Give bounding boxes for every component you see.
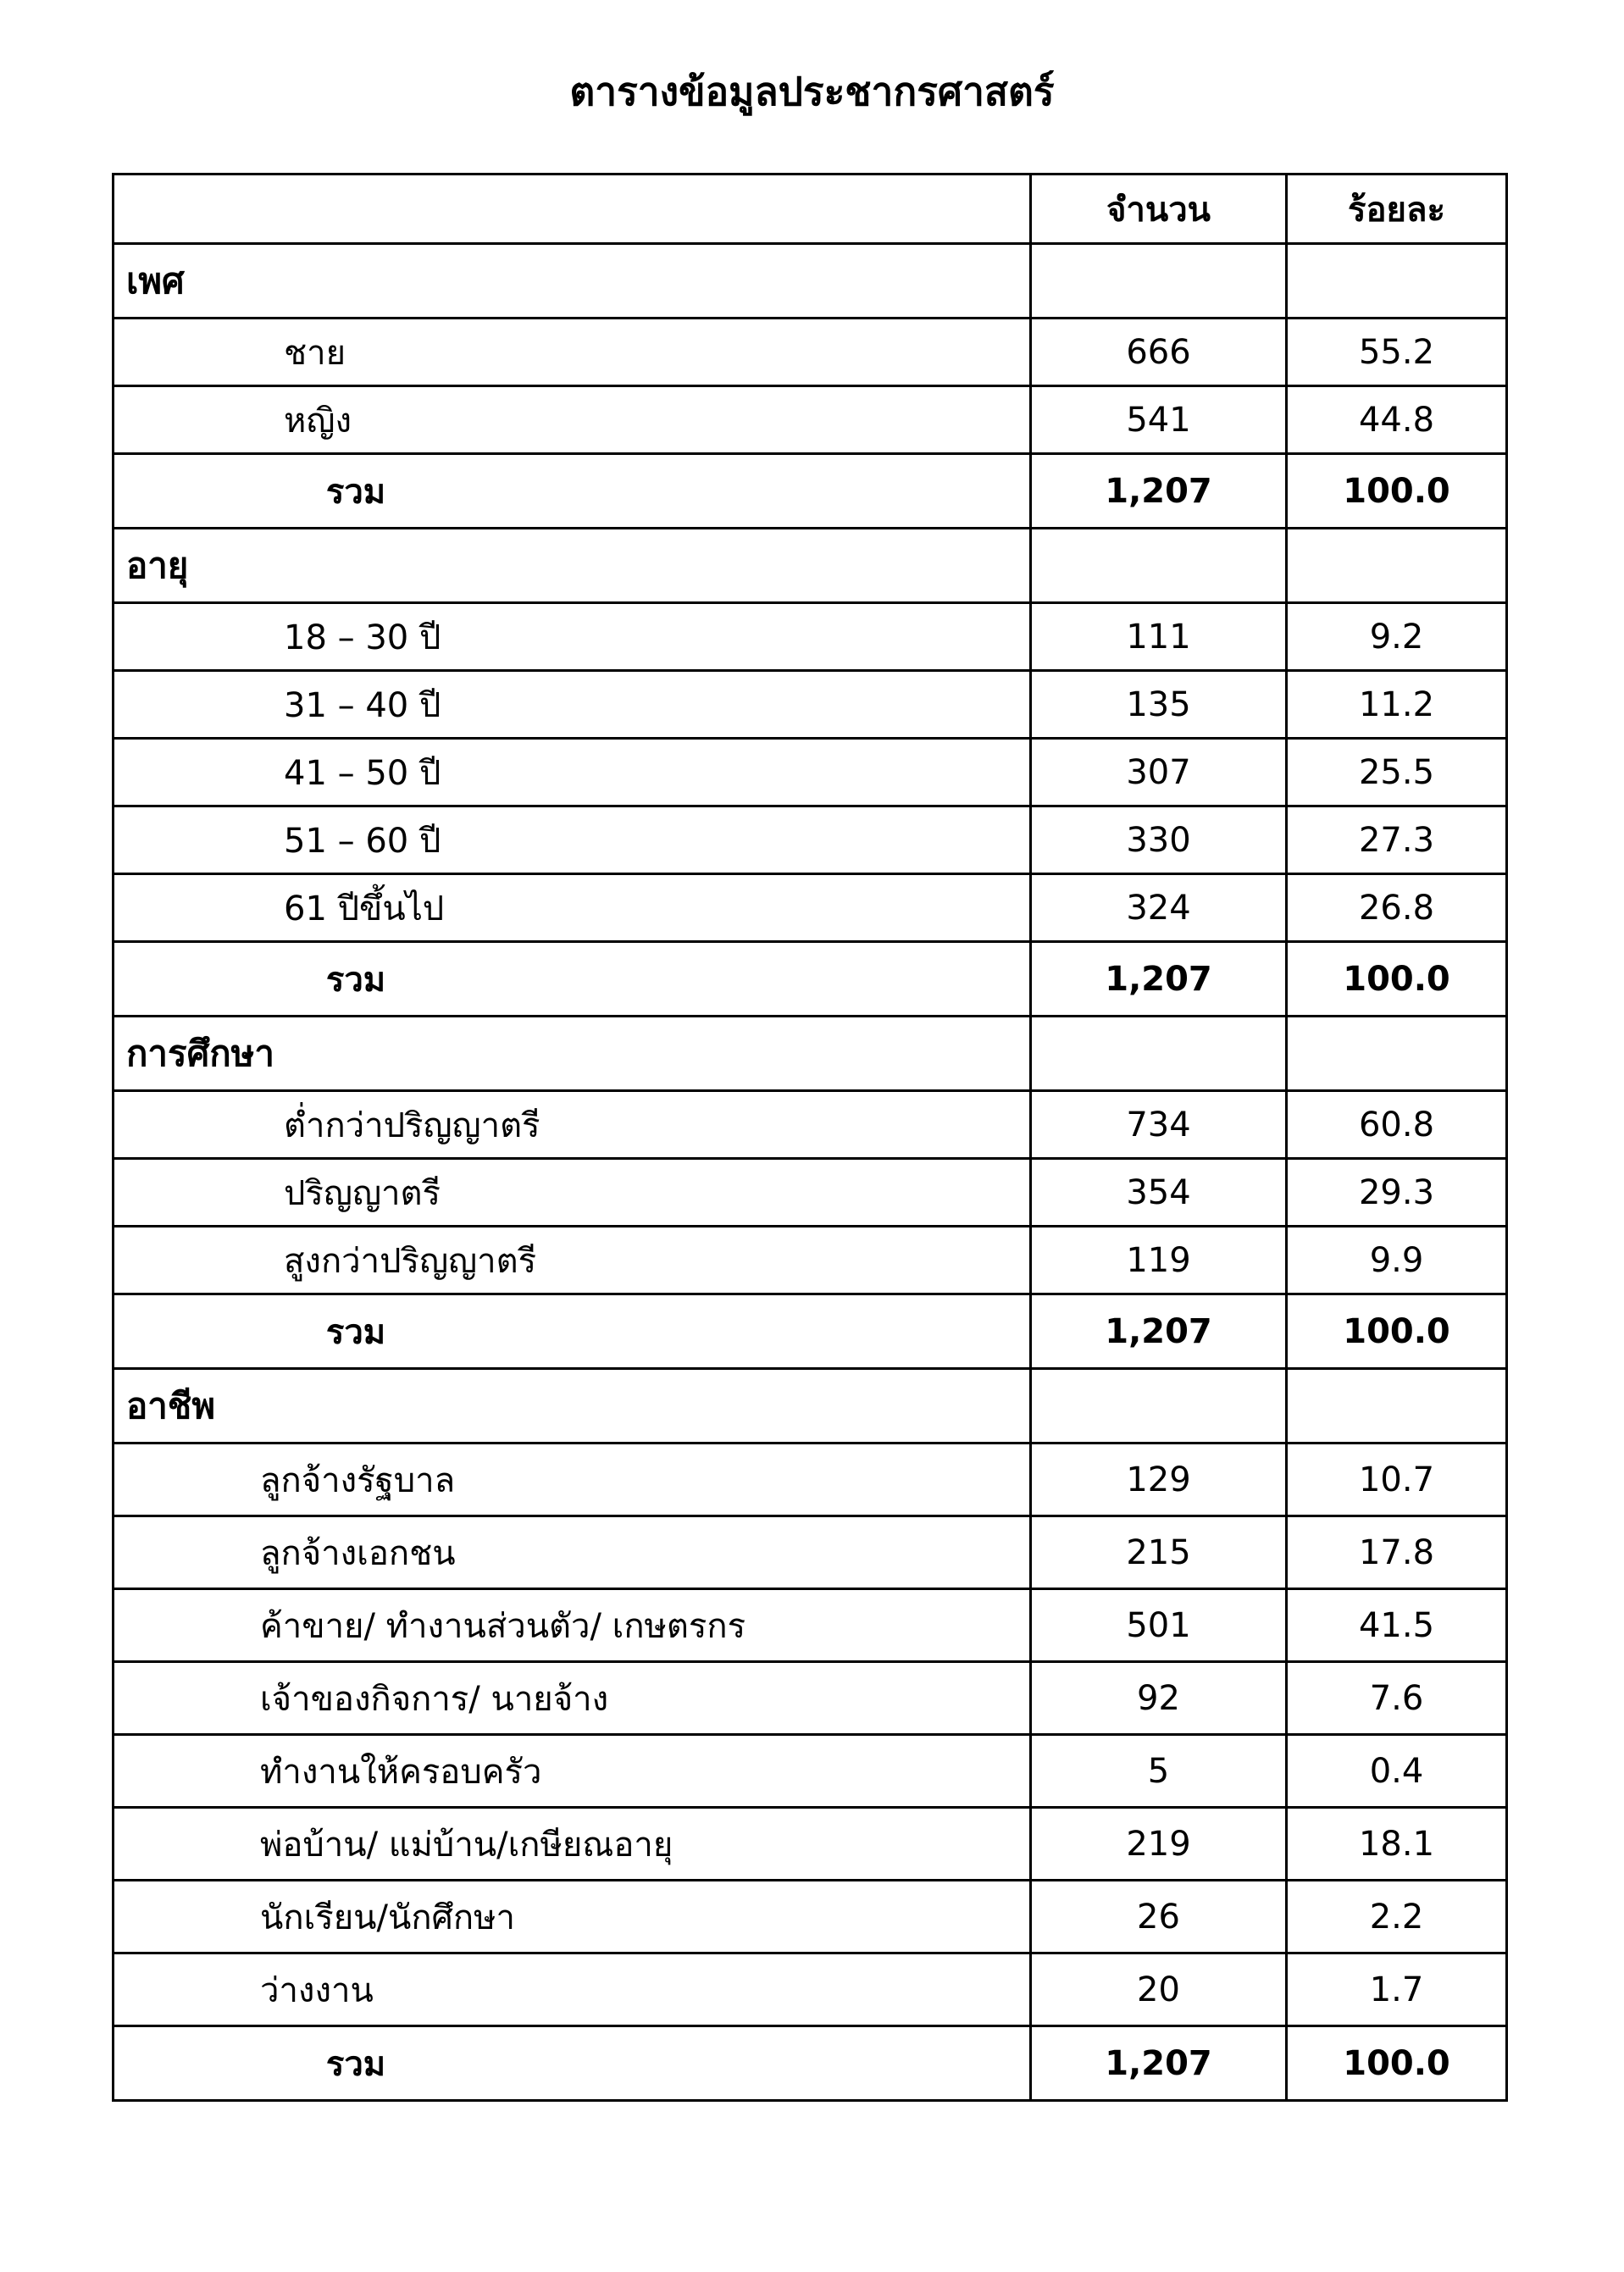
total-label: รวม	[114, 942, 1031, 1017]
table-row	[114, 1662, 1507, 1735]
row-label: ชาย	[114, 319, 1031, 386]
row-percent: 44.8	[1287, 386, 1507, 454]
row-label: ปริญญาตรี	[114, 1159, 1031, 1227]
table-row	[114, 1444, 1507, 1516]
header-row	[114, 175, 1507, 244]
row-count: 324	[1031, 874, 1287, 942]
table-row	[114, 1735, 1507, 1808]
row-label: ว่างงาน	[114, 1953, 1031, 2026]
total-percent: 100.0	[1287, 942, 1507, 1017]
empty-cell	[1287, 529, 1507, 603]
row-label: หญิง	[114, 386, 1031, 454]
row-percent: 1.7	[1287, 1953, 1507, 2026]
row-label: ค้าขาย/ ทำงานส่วนตัว/ เกษตรกร	[114, 1589, 1031, 1662]
demographics-table	[112, 173, 1508, 2102]
total-count: 1,207	[1031, 2026, 1287, 2101]
section-title: อาชีพ	[114, 1369, 1031, 1444]
row-percent: 2.2	[1287, 1881, 1507, 1953]
row-count: 354	[1031, 1159, 1287, 1227]
total-percent: 100.0	[1287, 2026, 1507, 2101]
table-row	[114, 603, 1507, 671]
row-count: 5	[1031, 1735, 1287, 1808]
total-row	[114, 454, 1507, 529]
row-count: 111	[1031, 603, 1287, 671]
row-label: 31 – 40 ปี	[114, 671, 1031, 739]
table-row	[114, 1589, 1507, 1662]
total-count: 1,207	[1031, 454, 1287, 529]
row-label: ต่ำกว่าปริญญาตรี	[114, 1091, 1031, 1159]
table-row	[114, 1227, 1507, 1294]
section-row-age	[114, 529, 1507, 603]
table-row	[114, 386, 1507, 454]
section-title: เพศ	[114, 244, 1031, 319]
row-label: นักเรียน/นักศึกษา	[114, 1881, 1031, 1953]
row-label: 61 ปีขึ้นไป	[114, 874, 1031, 942]
row-percent: 9.9	[1287, 1227, 1507, 1294]
row-count: 219	[1031, 1808, 1287, 1881]
row-percent: 17.8	[1287, 1516, 1507, 1589]
total-percent: 100.0	[1287, 454, 1507, 529]
total-row	[114, 1294, 1507, 1369]
header-count: จำนวน	[1031, 175, 1287, 244]
row-count: 26	[1031, 1881, 1287, 1953]
row-label: 41 – 50 ปี	[114, 739, 1031, 806]
row-percent: 18.1	[1287, 1808, 1507, 1881]
row-label: สูงกว่าปริญญาตรี	[114, 1227, 1031, 1294]
table-row	[114, 319, 1507, 386]
row-label: 18 – 30 ปี	[114, 603, 1031, 671]
row-label: ลูกจ้างเอกชน	[114, 1516, 1031, 1589]
table-row	[114, 1091, 1507, 1159]
section-row-occupation	[114, 1369, 1507, 1444]
section-row-education	[114, 1017, 1507, 1091]
row-count: 135	[1031, 671, 1287, 739]
row-percent: 10.7	[1287, 1444, 1507, 1516]
total-label: รวม	[114, 454, 1031, 529]
row-percent: 11.2	[1287, 671, 1507, 739]
row-percent: 9.2	[1287, 603, 1507, 671]
header-percent: ร้อยละ	[1287, 175, 1507, 244]
row-percent: 25.5	[1287, 739, 1507, 806]
row-count: 330	[1031, 806, 1287, 874]
row-percent: 55.2	[1287, 319, 1507, 386]
row-count: 20	[1031, 1953, 1287, 2026]
row-label: ทำงานให้ครอบครัว	[114, 1735, 1031, 1808]
total-count: 1,207	[1031, 1294, 1287, 1369]
page-title: ตารางข้อมูลประชากรศาสตร์	[569, 69, 1055, 114]
section-title: การศึกษา	[114, 1017, 1031, 1091]
row-count: 541	[1031, 386, 1287, 454]
row-percent: 26.8	[1287, 874, 1507, 942]
total-label: รวม	[114, 1294, 1031, 1369]
row-count: 92	[1031, 1662, 1287, 1735]
empty-cell	[1287, 1017, 1507, 1091]
empty-cell	[1031, 1369, 1287, 1444]
table-row	[114, 806, 1507, 874]
total-row	[114, 2026, 1507, 2101]
section-row-gender	[114, 244, 1507, 319]
row-label: พ่อบ้าน/ แม่บ้าน/เกษียณอายุ	[114, 1808, 1031, 1881]
row-count: 307	[1031, 739, 1287, 806]
table-row	[114, 1953, 1507, 2026]
row-label: 51 – 60 ปี	[114, 806, 1031, 874]
row-percent: 27.3	[1287, 806, 1507, 874]
row-count: 734	[1031, 1091, 1287, 1159]
empty-cell	[1031, 244, 1287, 319]
section-title: อายุ	[114, 529, 1031, 603]
table-row	[114, 1881, 1507, 1953]
row-percent: 60.8	[1287, 1091, 1507, 1159]
empty-cell	[1287, 244, 1507, 319]
table-row	[114, 1516, 1507, 1589]
empty-cell	[1031, 529, 1287, 603]
total-row	[114, 942, 1507, 1017]
row-percent: 29.3	[1287, 1159, 1507, 1227]
total-percent: 100.0	[1287, 1294, 1507, 1369]
total-count: 1,207	[1031, 942, 1287, 1017]
empty-cell	[1287, 1369, 1507, 1444]
row-percent: 0.4	[1287, 1735, 1507, 1808]
table-row	[114, 1808, 1507, 1881]
row-count: 666	[1031, 319, 1287, 386]
row-count: 215	[1031, 1516, 1287, 1589]
table-row	[114, 1159, 1507, 1227]
total-label: รวม	[114, 2026, 1031, 2101]
table-row	[114, 739, 1507, 806]
table-row	[114, 671, 1507, 739]
header-label-cell	[114, 175, 1031, 244]
row-percent: 41.5	[1287, 1589, 1507, 1662]
row-count: 129	[1031, 1444, 1287, 1516]
empty-cell	[1031, 1017, 1287, 1091]
row-label: ลูกจ้างรัฐบาล	[114, 1444, 1031, 1516]
row-percent: 7.6	[1287, 1662, 1507, 1735]
row-count: 119	[1031, 1227, 1287, 1294]
row-count: 501	[1031, 1589, 1287, 1662]
table-row	[114, 874, 1507, 942]
row-label: เจ้าของกิจการ/ นายจ้าง	[114, 1662, 1031, 1735]
